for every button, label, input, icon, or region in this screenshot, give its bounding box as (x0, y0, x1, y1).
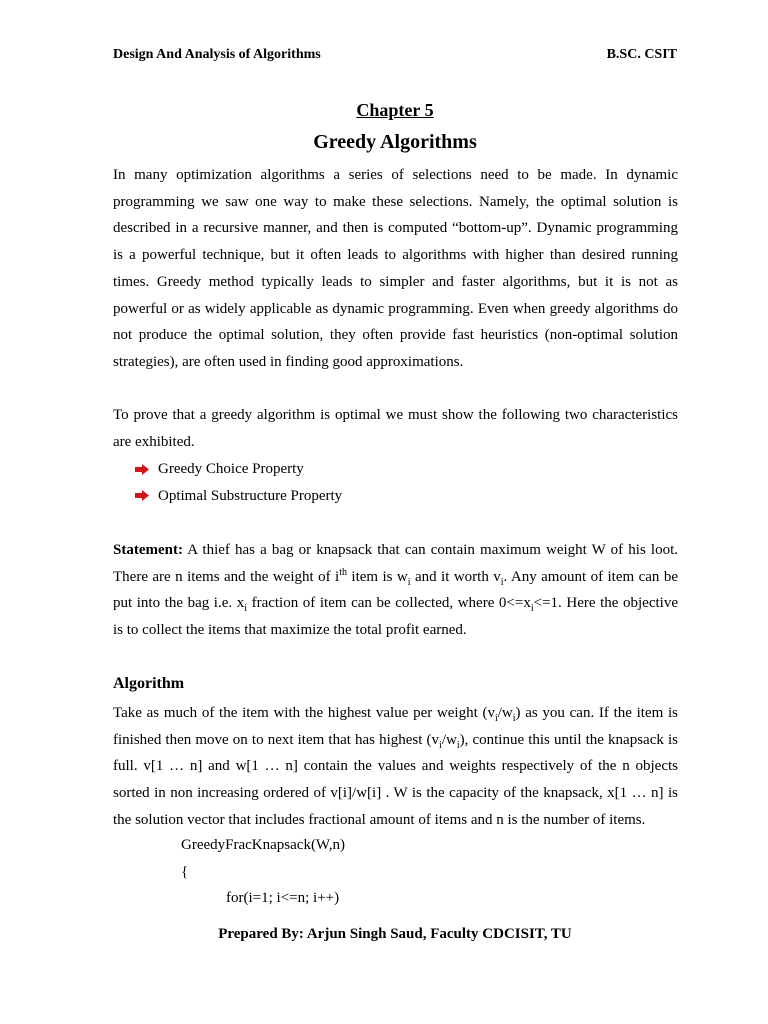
subscript: i (439, 739, 442, 751)
header-program: B.SC. CSIT (606, 47, 677, 62)
statement-text: <=1. Here the objective is to collect the items that maximize the total profit earned. (113, 595, 678, 639)
list-item-label: Optimal Substructure Property (158, 487, 343, 504)
chapter-label: Chapter 5 (356, 100, 434, 120)
algorithm-heading: Algorithm (113, 675, 185, 692)
subscript: i (494, 713, 498, 724)
algorithm-text: ), continue this until the knapsack is full. v[1 … n] and w[1 … n] contain the values and weights respectively of the n objects sorted in non increasing ordered of v[i]/w[i] . W is the capacity of the knapsack, x[1 … n] is the solution vector that includes fractional amount of items and n is the number of items. (113, 731, 678, 828)
page-title: Greedy Algorithms (313, 131, 477, 153)
statement-text: item is w (346, 568, 408, 585)
arrow-bullet-icon (135, 464, 149, 475)
algorithm-text: Take as much of the item with the highest value per weight (v (113, 705, 495, 721)
statement-text: and it worth v (410, 568, 501, 585)
header-course-title: Design And Analysis of Algorithms (113, 47, 321, 62)
superscript: th (339, 566, 347, 578)
statement-text: . Any amount of item can be put into the bag i.e. x (113, 568, 678, 612)
subscript: i (530, 603, 534, 615)
statement-text: A thief has a bag or knapsack that can contain maximum weight W of his loot. There are n items and the weight of i (113, 542, 678, 585)
algorithm-text: /w (497, 705, 513, 721)
subscript: i (456, 739, 460, 751)
page-footer: Prepared By: Arjun Singh Saud, Faculty CDCISIT, TU (218, 926, 572, 942)
list-item-label: Greedy Choice Property (158, 461, 304, 477)
characteristics-list (135, 456, 342, 509)
page-header (113, 47, 677, 63)
algorithm-text: ) as you can. If the item is finished then move on to next item that has highest (v (113, 705, 678, 748)
code-line: GreedyFracKnapsack(W,n) (181, 837, 345, 853)
statement-text: fraction of item can be collected, where 0<=x (247, 595, 531, 612)
list-item (135, 483, 342, 510)
list-item (135, 456, 342, 483)
subscript: i (512, 713, 516, 724)
subscript: i (500, 576, 504, 588)
intro-paragraph: In many optimization algorithms a series of selections need to be made. In dynamic programming we saw one way to make these selections. Namely, the optimal solution is described in a recursive manner, and then is computed “bottom-up”. Dynamic programming is a powerful technique, but it often leads to algorithms with higher than desired running times. Greedy method typically leads to simpler and faster algorithms, but it is not as powerful or as widely applicable as dynamic programming. Even when greedy algorithms do not produce the optimal solution, they often provide fast heuristics (non-optimal solution strategies), are often used in finding good approximations. (113, 167, 678, 370)
code-line: for(i=1; i<=n; i++) (226, 890, 340, 906)
algorithm-text: /w (441, 731, 457, 748)
subscript: i (244, 603, 247, 615)
statement-label: Statement: (113, 542, 183, 558)
arrow-bullet-icon (135, 490, 149, 501)
prove-paragraph: To prove that a greedy algorithm is optimal we must show the following two characteristics are exhibited. (113, 407, 678, 450)
algorithm-paragraph (113, 700, 678, 834)
statement-paragraph (113, 537, 678, 644)
subscript: i (407, 576, 411, 588)
code-line: { (181, 864, 189, 880)
